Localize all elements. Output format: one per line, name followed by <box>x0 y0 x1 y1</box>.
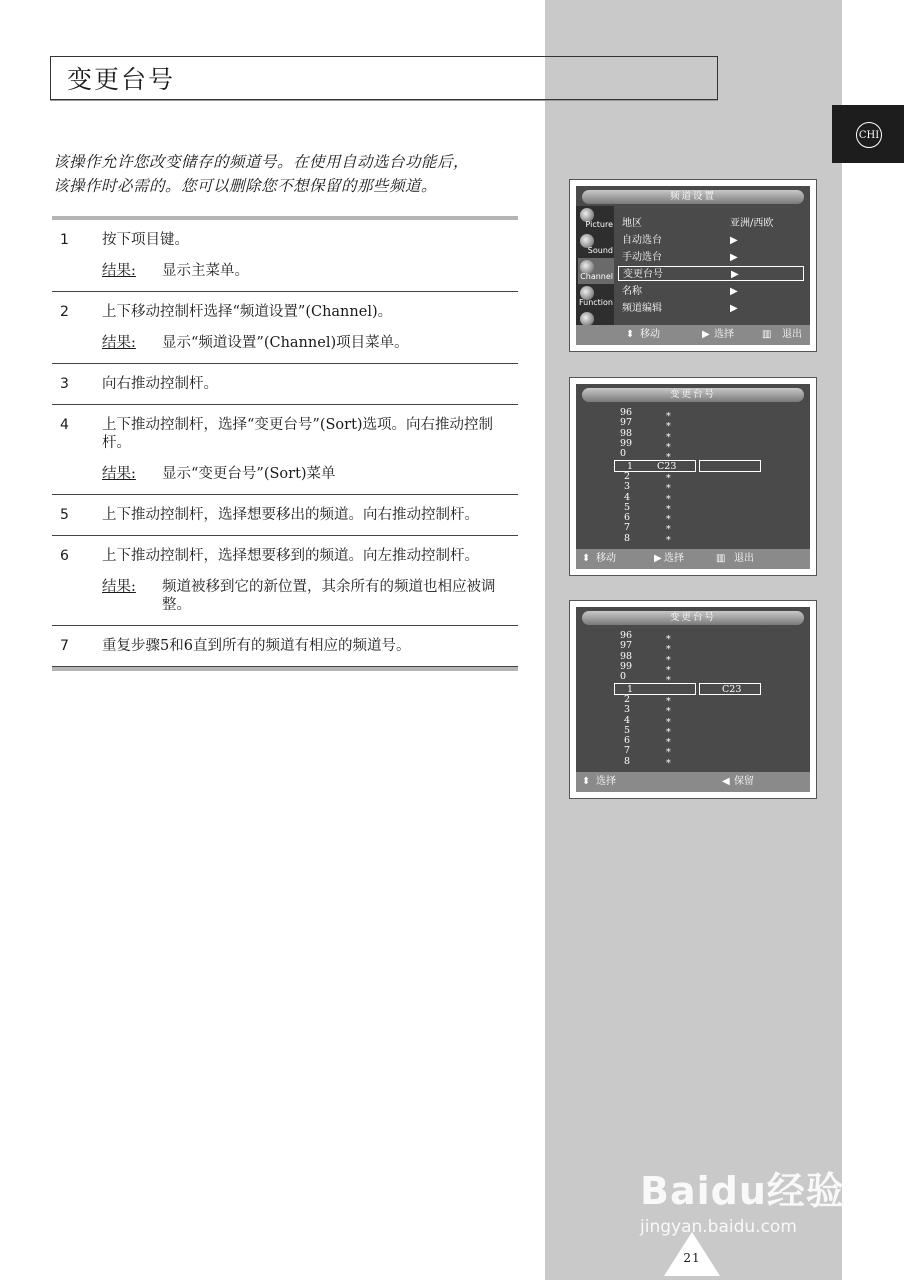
osd-footer <box>576 325 810 345</box>
result-text: 显示“频道设置”(Channel)项目菜单。 <box>162 335 409 351</box>
channel-markers-upper: * * * * * <box>666 411 671 464</box>
osd-header: 变更台号 <box>582 388 804 402</box>
step-5 <box>52 495 518 536</box>
step-text: 重复步骤5和6直到所有的频道有相应的频道号。 <box>102 638 411 654</box>
osd-screen <box>576 607 810 792</box>
result-label: 结果: <box>102 579 136 595</box>
foot-select: 选择 <box>714 329 734 340</box>
watermark-url: jingyan.baidu.com <box>640 1217 797 1237</box>
step-number: 2 <box>60 304 69 320</box>
intro-text <box>53 150 523 198</box>
menu-icon: ▥ <box>716 553 726 564</box>
step-number: 7 <box>60 638 69 654</box>
step-result <box>102 578 518 614</box>
right-arrow-icon: ▶ <box>654 553 662 564</box>
right-arrow-icon: ▶ <box>702 329 710 340</box>
step-number: 6 <box>60 548 69 564</box>
osd-footer <box>576 549 810 569</box>
step-text: 上下推动控制杆，选择想要移出的频道。向右推动控制杆。 <box>102 507 479 523</box>
foot-keep: 保留 <box>734 776 754 787</box>
menu-row-auto-store: 自动选台 ▶ <box>622 235 738 246</box>
result-text: 频道被移到它的新位置，其余所有的频道也相应被调整。 <box>162 579 496 613</box>
channel-markers-lower: * * * * * * * <box>666 473 671 546</box>
foot-exit: 退出 <box>782 329 802 340</box>
updown-icon: ⬍ <box>582 776 591 787</box>
language-badge: CHI <box>856 122 882 148</box>
menu-row-sort: 变更台号 ▶ <box>618 266 804 281</box>
osd-sort-moving <box>569 377 817 576</box>
steps-list <box>52 216 518 671</box>
target-channel-box: C23 <box>699 683 761 695</box>
menu-row-name: 名称 ▶ <box>622 286 738 297</box>
foot-select: 选择 <box>664 553 684 564</box>
foot-exit: 退出 <box>734 553 754 564</box>
step-result <box>102 465 518 483</box>
function-menu-item: Function <box>578 284 614 310</box>
menu-row-edit: 频道编辑 ▶ <box>622 303 738 314</box>
left-arrow-icon: ◀ <box>722 776 730 787</box>
step-result <box>102 262 518 280</box>
channel-numbers-lower: 2 3 4 5 6 7 8 <box>624 694 631 767</box>
sound-menu-item: Sound <box>578 232 614 258</box>
step-6 <box>52 536 518 626</box>
pip-icon <box>580 312 594 326</box>
result-label: 结果: <box>102 263 136 279</box>
step-text: 上下移动控制杆选择“频道设置”(Channel)。 <box>102 304 393 320</box>
updown-icon: ⬍ <box>626 329 635 340</box>
result-label: 结果: <box>102 466 136 482</box>
foot-select: 选择 <box>596 776 616 787</box>
step-3 <box>52 364 518 405</box>
osd-header: 变更台号 <box>582 611 804 625</box>
channel-markers-lower: * * * * * * * <box>666 696 671 769</box>
selected-channel-box: 1 <box>614 683 696 695</box>
step-number: 3 <box>60 376 69 392</box>
step-text: 向右推动控制杆。 <box>102 376 218 392</box>
menu-icon: ▥ <box>762 329 772 340</box>
bottom-rule <box>52 667 518 671</box>
page-number: 21 <box>683 1251 701 1265</box>
channel-markers-upper: * * * * * <box>666 634 671 687</box>
result-text: 显示“变更台号”(Sort)菜单 <box>162 466 336 482</box>
channel-numbers-upper: 96 97 98 99 0 <box>620 407 633 460</box>
osd-screen <box>576 384 810 569</box>
result-label: 结果: <box>102 335 136 351</box>
foot-move: 移动 <box>596 553 616 564</box>
step-result <box>102 334 518 352</box>
page-title: 变更台号 <box>50 56 718 100</box>
watermark-brand: Baidu经验 <box>640 1169 845 1213</box>
foot-move: 移动 <box>640 329 660 340</box>
picture-menu-item: Picture <box>578 206 614 232</box>
osd-sort-placed <box>569 600 817 799</box>
channel-menu-item: Channel <box>578 258 614 284</box>
step-1 <box>52 220 518 292</box>
updown-icon: ⬍ <box>582 553 591 564</box>
step-text: 按下项目键。 <box>102 232 189 248</box>
channel-numbers-lower: 2 3 4 5 6 7 8 <box>624 471 631 544</box>
channel-numbers-upper: 96 97 98 99 0 <box>620 630 633 683</box>
osd-channel-menu <box>569 179 817 352</box>
step-text: 上下推动控制杆，选择“变更台号”(Sort)选项。向右推动控制杆。 <box>102 417 494 451</box>
step-text: 上下推动控制杆，选择想要移到的频道。向左推动控制杆。 <box>102 548 479 564</box>
step-2 <box>52 292 518 364</box>
selected-channel-box: 1 C23 <box>614 460 696 472</box>
menu-row-area: 地区 亚洲/西欧 <box>622 218 774 229</box>
watermark <box>640 1160 850 1237</box>
step-number: 5 <box>60 507 69 523</box>
osd-header: 频道设置 <box>582 190 804 204</box>
osd-screen <box>576 186 810 345</box>
step-number: 1 <box>60 232 69 248</box>
target-channel-box <box>699 460 761 472</box>
step-number: 4 <box>60 417 69 433</box>
osd-side-menu <box>576 206 614 325</box>
intro-line-2: 该操作时必需的。您可以删除您不想保留的那些频道。 <box>53 177 438 195</box>
intro-line-1: 该操作允许您改变储存的频道号。在使用自动选台功能后， <box>53 153 470 171</box>
osd-footer <box>576 772 810 792</box>
step-4 <box>52 405 518 495</box>
result-text: 显示主菜单。 <box>162 263 249 279</box>
menu-row-manual-store: 手动选台 ▶ <box>622 252 738 263</box>
step-7 <box>52 626 518 667</box>
